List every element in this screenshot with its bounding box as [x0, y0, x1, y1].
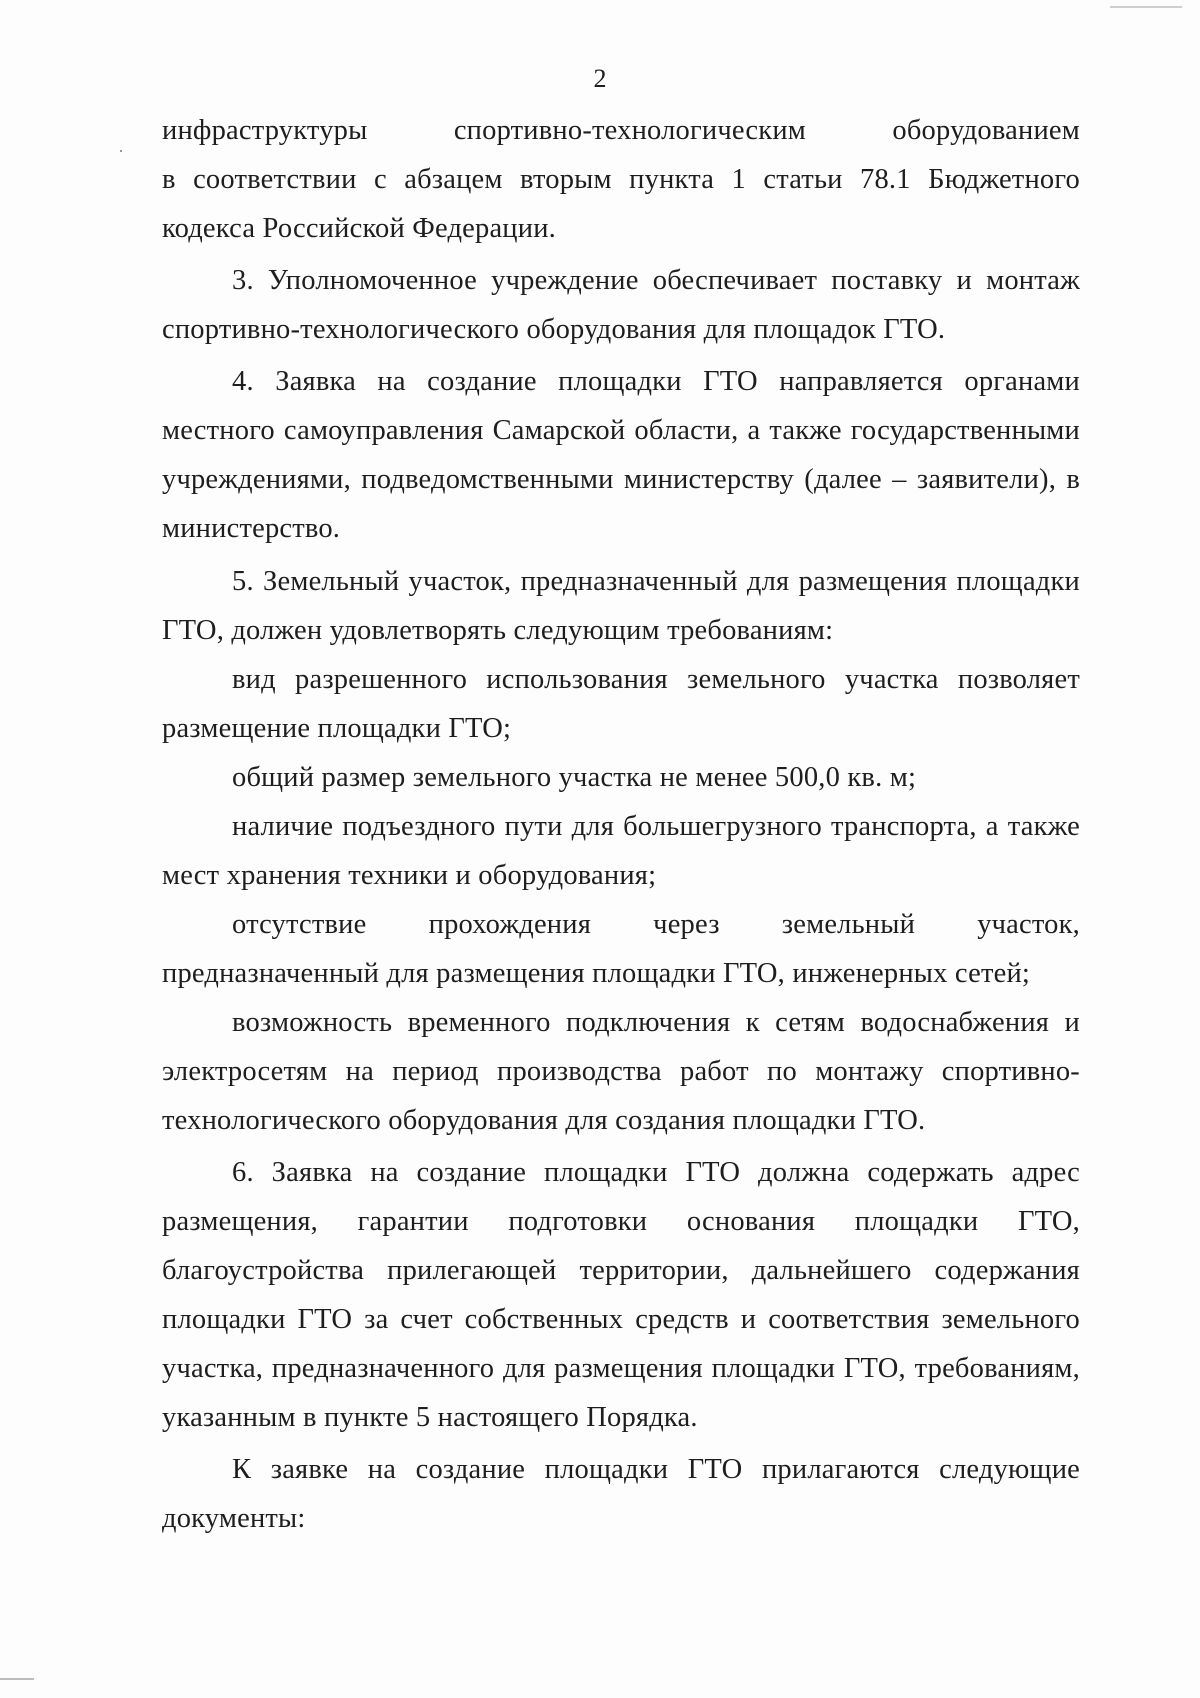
requirement-no-networks: отсутствие прохождения через земельный участок, предназначенный для размещения площадки ГТО, инженерных сетей; [162, 909, 1080, 989]
paragraph-attachments: К заявке на создание площадки ГТО прилагаются следующие документы: [162, 1454, 1080, 1534]
paragraph-item-4: 4. Заявка на создание площадки ГТО направляется органами местного самоуправления Самарской области, а также государственными учреждениями, подведомственными министерству (далее – заявители), в министерство. [162, 366, 1080, 544]
requirement-permitted-use: вид разрешенного использования земельного участка позволяет размещение площадки ГТО; [162, 664, 1080, 744]
paragraph-item-6: 6. Заявка на создание площадки ГТО должна содержать адрес размещения, гарантии подготовки основания площадки ГТО, благоустройства прилегающей территории, дальнейшего содержания площадки ГТО за счет собственных средств и соответствия земельного участка, предназначенного для размещения площадки ГТО, требованиям, указанным в пункте 5 настоящего Порядка. [162, 1157, 1080, 1433]
document-body [162, 106, 1080, 1543]
scan-speck [120, 150, 122, 152]
paragraph-item-3: 3. Уполномоченное учреждение обеспечивает поставку и монтаж спортивно-технологического оборудования для площадок ГТО. [162, 265, 1080, 345]
continued-line [162, 106, 1080, 155]
page-number: 2 [593, 64, 607, 93]
scan-edge-mark [1110, 0, 1182, 8]
continued-word-1: инфраструктуры [162, 115, 368, 146]
scan-edge-mark-bottom [0, 1678, 34, 1680]
requirement-temporary-connection: возможность временного подключения к сетям водоснабжения и электросетям на период производства работ по монтажу спортивно-технологического оборудования для создания площадки ГТО. [162, 1007, 1080, 1136]
requirement-area: общий размер земельного участка не менее 500,0 кв. м; [232, 762, 917, 793]
requirement-access-road: наличие подъездного пути для большегрузного транспорта, а также мест хранения техники и оборудования; [162, 811, 1080, 891]
continued-word-2: спортивно-технологическим [453, 115, 807, 146]
continued-word-3: оборудованием [892, 115, 1080, 146]
paragraph-continuation: в соответствии с абзацем вторым пункта 1 статьи 78.1 Бюджетного кодекса Российской Федерации. [162, 164, 1080, 244]
paragraph-item-5: 5. Земельный участок, предназначенный для размещения площадки ГТО, должен удовлетворять следующим требованиям: [162, 566, 1080, 646]
